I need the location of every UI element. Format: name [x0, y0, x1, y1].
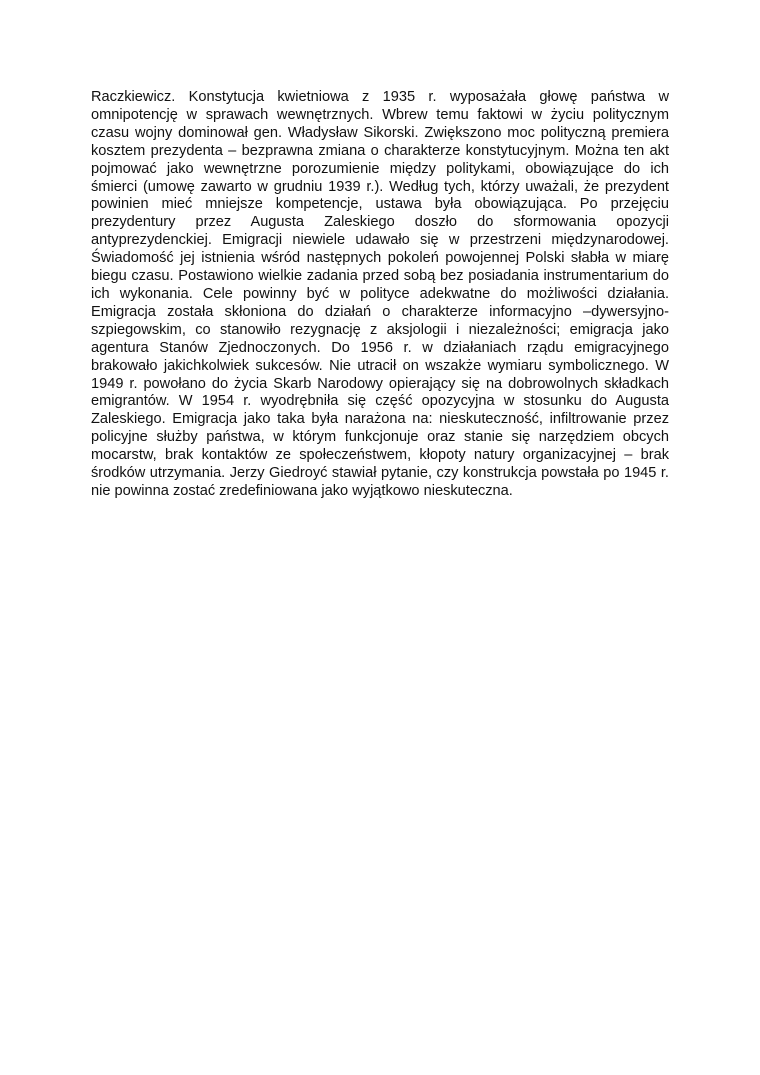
body-paragraph: Raczkiewicz. Konstytucja kwietniowa z 1935 r. wyposażała głowę państwa w omnipotencję w sprawach wewnętrznych. Wbrew temu faktowi w życiu politycznym czasu wojny dominował gen. Władysław Sikorski. Zwiększono moc polityczną premiera kosztem prezydenta – bezprawna zmiana o charakterze konstytucyjnym. Można ten akt pojmować jako wewnętrzne porozumienie między politykami, obowiązujące do ich śmierci (umowę zawarto w grudniu 1939 r.). Według tych, którzy uważali, że prezydent powinien mieć mniejsze kompetencje, ustawa była obowiązująca. Po przejęciu prezydentury przez Augusta Zaleskiego doszło do sformowania opozycji antyprezydenckiej. Emigracji niewiele udawało się w przestrzeni międzynarodowej. Świadomość jej istnienia wśród następnych pokoleń powojennej Polski słabła w miarę biegu czasu. Postawiono wielkie zadania przed sobą bez posiadania instrumentarium do ich wykonania. Cele powinny być w polityce adekwatne do możliwości działania. Emigracja została skłoniona do działań o charakterze informacyjno –dywersyjno- szpiegowskim, co stanowiło rezygnację z aksjologii i niezależności; emigracja jako agentura Stanów Zjednoczonych. Do 1956 r. w działaniach rządu emigracyjnego brakowało jakichkolwiek sukcesów. Nie utracił on wszakże wymiaru symbolicznego. W 1949 r. powołano do życia Skarb Narodowy opierający się na dobrowolnych składkach emigrantów. W 1954 r. wyodrębniła się część opozycyjna w stosunku do Augusta Zaleskiego. Emigracja jako taka była narażona na: nieskuteczność, infiltrowanie przez policyjne służby państwa, w którym funkcjonuje oraz stanie się narzędziem obcych mocarstw, brak kontaktów ze społeczeństwem, kłopoty natury organizacyjnej – brak środków utrzymania. Jerzy Giedroyć stawiał pytanie, czy konstrukcja powstała po 1945 r. nie powinna zostać zredefiniowana jako wyjątkowo nieskuteczna. — [91, 89, 669, 499]
